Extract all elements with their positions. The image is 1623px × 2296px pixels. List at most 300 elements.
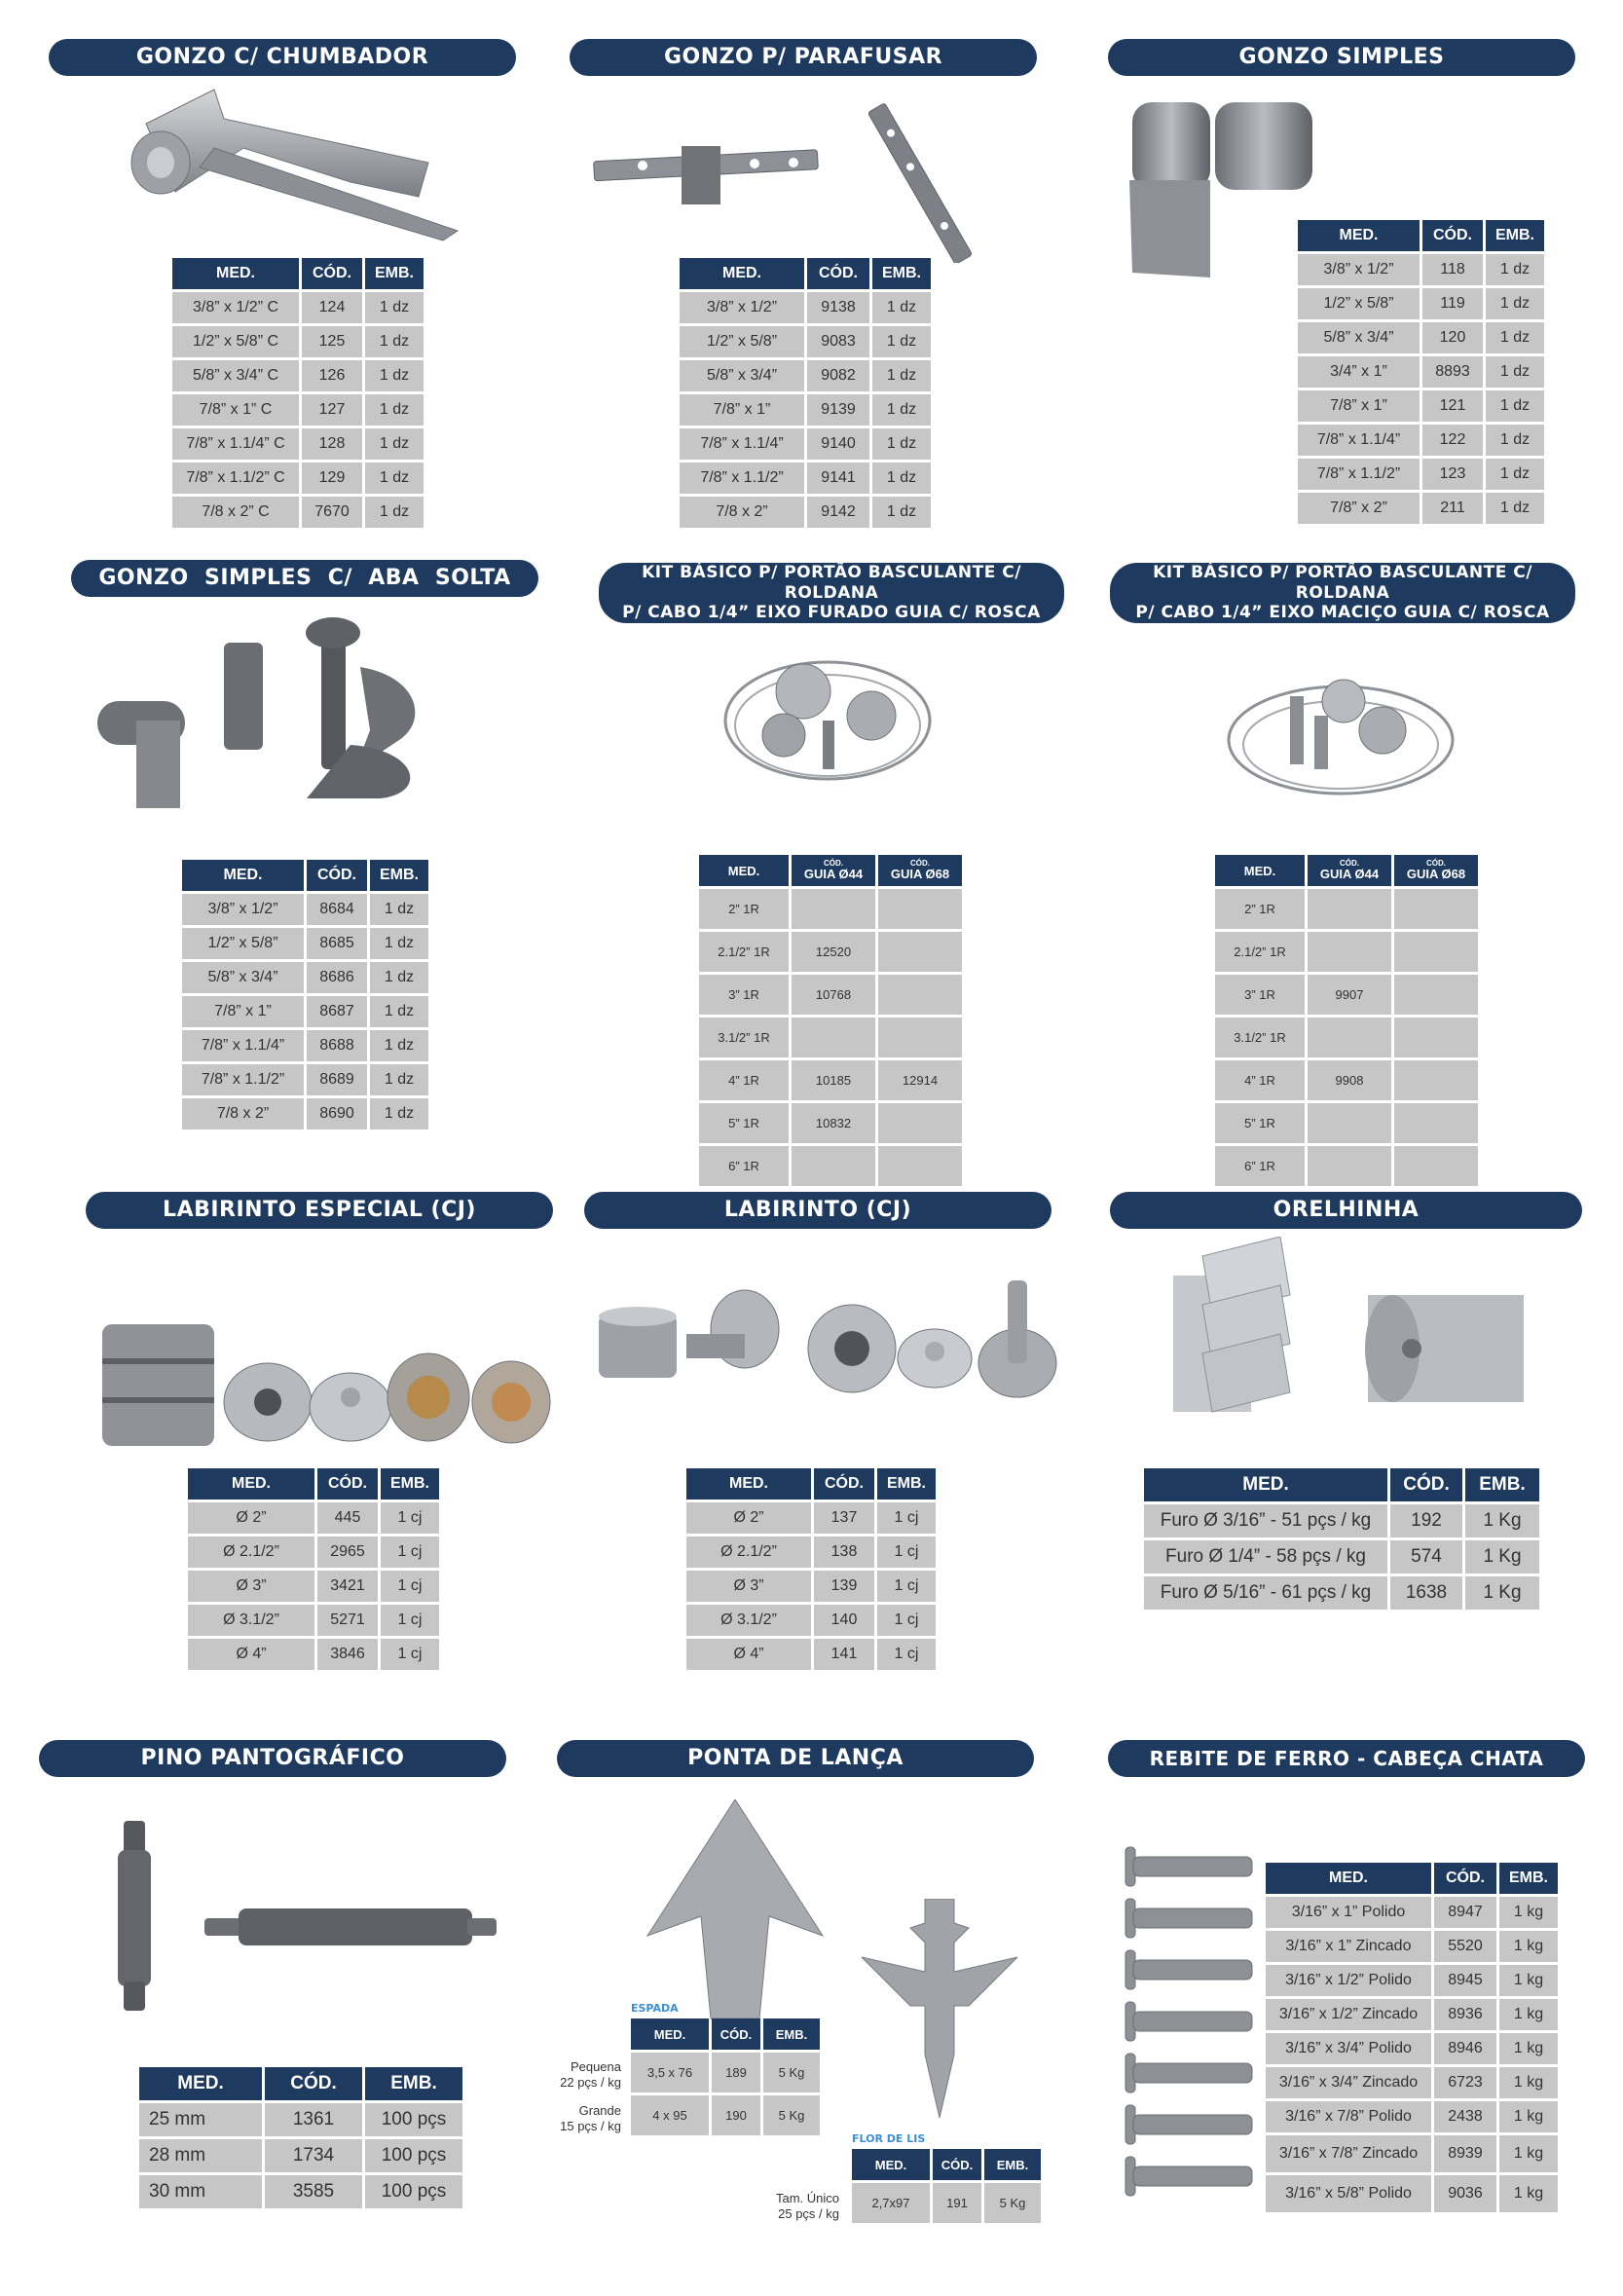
table-kit-macico — [1212, 852, 1481, 1189]
cell-med: 3/8” x 1/2” — [1298, 254, 1420, 285]
table-row — [1215, 1060, 1478, 1100]
title-rebite: REBITE DE FERRO - CABEÇA CHATA — [1108, 1740, 1585, 1777]
header-med: MED. — [1215, 855, 1305, 886]
cell-emb: 1 cj — [877, 1605, 936, 1636]
cell-cod: 8893 — [1422, 356, 1483, 388]
cell-med: Ø 2.1/2” — [188, 1537, 314, 1568]
cell-emb: 1 cj — [381, 1537, 439, 1568]
cell-med: 2.1/2” 1R — [699, 932, 789, 972]
table-gonzo-aba-solta — [179, 857, 431, 1132]
cell-emb: 5 Kg — [763, 2053, 820, 2092]
table-row — [680, 360, 931, 391]
cell-med: 1/2” x 5/8” — [1298, 288, 1420, 319]
header-guia-68-label: GUIA Ø68 — [1406, 867, 1466, 881]
cell-med: 2,7x97 — [852, 2183, 930, 2223]
cell-cod — [1308, 932, 1391, 972]
cell-med: 3/16” x 3/4” Polido — [1266, 2033, 1431, 2064]
cell-emb: 1 dz — [1486, 288, 1544, 319]
labirinto-especial-photo — [97, 1319, 555, 1456]
table-row — [1266, 1965, 1558, 1996]
cell-cod: 126 — [302, 360, 362, 391]
table-row — [188, 1571, 439, 1602]
cell-med: 3.1/2” 1R — [699, 1018, 789, 1057]
cell-cod — [878, 932, 962, 972]
kit-macico-photo — [1222, 662, 1460, 808]
header-guia-68-label: GUIA Ø68 — [890, 867, 950, 881]
header-cod: CÓD. — [317, 1468, 378, 1500]
cell-med: Ø 3.1/2” — [188, 1605, 314, 1636]
header-cod-sup: CÓD. — [1426, 859, 1446, 868]
table-row — [182, 996, 428, 1027]
cell-med: 2” 1R — [699, 889, 789, 929]
cell-cod — [1394, 1146, 1478, 1186]
cell-med: 5/8” x 3/4” C — [172, 360, 299, 391]
table-row — [188, 1502, 439, 1534]
cell-emb: 1 dz — [872, 497, 931, 528]
table-gonzo-simples — [1295, 217, 1547, 527]
table-row — [686, 1605, 936, 1636]
row-label-line2: 15 pçs / kg — [560, 2119, 621, 2133]
table-row — [631, 2095, 820, 2135]
header-emb: EMB. — [763, 2018, 820, 2050]
table-row — [1266, 1999, 1558, 2030]
table-row — [699, 1146, 962, 1186]
cell-cod: 140 — [814, 1605, 874, 1636]
cell-med: 7/8” x 1.1/4” C — [172, 428, 299, 460]
cell-cod — [1308, 1018, 1391, 1057]
cell-med: 3/16” x 1” Polido — [1266, 1897, 1431, 1928]
cell-emb: 1 cj — [877, 1537, 936, 1568]
header-med: MED. — [172, 258, 299, 289]
cell-cod: 9142 — [807, 497, 869, 528]
table-row — [172, 292, 424, 323]
header-med: MED. — [188, 1468, 314, 1500]
table-pino — [136, 2064, 465, 2211]
espada-row-label-grande — [534, 2103, 621, 2134]
table-row — [1144, 1576, 1539, 1610]
title-gonzo-parafusar: GONZO P/ PARAFUSAR — [570, 39, 1037, 76]
title-pino-pantografico: PINO PANTOGRÁFICO — [39, 1740, 506, 1777]
table-row — [139, 2103, 462, 2136]
table-row — [182, 962, 428, 993]
header-med: MED. — [680, 258, 804, 289]
cell-cod: 127 — [302, 394, 362, 426]
cell-med: Ø 3” — [686, 1571, 811, 1602]
table-row — [1266, 2175, 1558, 2212]
table-row — [1298, 356, 1544, 388]
cell-med: 7/8” x 1.1/2” C — [172, 463, 299, 494]
title-gonzo-simples: GONZO SIMPLES — [1108, 39, 1575, 76]
cell-cod — [1308, 1146, 1391, 1186]
table-row — [1266, 2033, 1558, 2064]
header-emb: EMB. — [1486, 220, 1544, 251]
table-row — [139, 2175, 462, 2208]
header-med: MED. — [1298, 220, 1420, 251]
cell-cod: 9138 — [807, 292, 869, 323]
table-row — [680, 394, 931, 426]
gonzo-parafusar-photo — [584, 88, 1003, 263]
header-med: MED. — [686, 1468, 811, 1500]
table-row — [680, 497, 931, 528]
cell-cod: 123 — [1422, 459, 1483, 490]
header-med: MED. — [699, 855, 789, 886]
header-guia-68 — [1394, 855, 1478, 886]
header-cod: CÓD. — [712, 2018, 760, 2050]
cell-med: 3” 1R — [1215, 975, 1305, 1015]
cell-emb: 1 Kg — [1465, 1504, 1539, 1537]
cell-cod: 120 — [1422, 322, 1483, 353]
cell-med: 3/16” x 1/2” Zincado — [1266, 1999, 1431, 2030]
title-kit-furado-line2: P/ CABO 1/4” EIXO FURADO GUIA C/ ROSCA — [622, 603, 1041, 623]
table-row — [699, 932, 962, 972]
header-emb: EMB. — [877, 1468, 936, 1500]
cell-emb: 1 dz — [872, 394, 931, 426]
cell-cod: 124 — [302, 292, 362, 323]
cell-cod: 2438 — [1434, 2101, 1496, 2132]
row-label-line2: 22 pçs / kg — [560, 2075, 621, 2090]
cell-emb: 1 dz — [370, 1030, 428, 1061]
table-row — [1298, 425, 1544, 456]
table-row — [182, 1064, 428, 1095]
cell-cod: 1734 — [265, 2139, 362, 2172]
table-row — [182, 1030, 428, 1061]
cell-emb: 1 kg — [1499, 2135, 1558, 2172]
cell-emb: 1 dz — [370, 894, 428, 925]
title-gonzo-aba-solta: GONZO SIMPLES C/ ABA SOLTA — [71, 560, 538, 597]
cell-med: 3/16” x 7/8” Zincado — [1266, 2135, 1431, 2172]
table-row — [699, 975, 962, 1015]
cell-med: 3/16” x 1” Zincado — [1266, 1931, 1431, 1962]
cell-cod — [1394, 889, 1478, 929]
cell-med: 7/8” x 1” C — [172, 394, 299, 426]
orelhinha-photo — [1163, 1237, 1533, 1446]
title-labirinto: LABIRINTO (CJ) — [584, 1192, 1051, 1229]
cell-med: 25 mm — [139, 2103, 262, 2136]
cell-med: 7/8 x 2” — [182, 1098, 304, 1129]
table-row — [1298, 390, 1544, 422]
table-row — [188, 1537, 439, 1568]
cell-emb: 1 dz — [365, 326, 424, 357]
header-guia-44-label: GUIA Ø44 — [1319, 867, 1380, 881]
table-row — [172, 394, 424, 426]
table-row — [1266, 2135, 1558, 2172]
table-row — [172, 360, 424, 391]
cell-cod — [1394, 1060, 1478, 1100]
cell-med: 3/8” x 1/2” — [182, 894, 304, 925]
labirinto-photo — [594, 1276, 1061, 1417]
cell-emb: 1 cj — [877, 1571, 936, 1602]
cell-cod — [878, 1103, 962, 1143]
table-row — [680, 463, 931, 494]
gonzo-aba-solta-photo — [88, 604, 516, 847]
table-row — [680, 326, 931, 357]
cell-emb: 1 dz — [365, 394, 424, 426]
cell-med: 5/8” x 3/4” — [1298, 322, 1420, 353]
cell-emb: 1 dz — [370, 1064, 428, 1095]
header-cod: CÓD. — [1434, 1863, 1496, 1894]
cell-emb: 1 dz — [1486, 254, 1544, 285]
cell-cod: 3846 — [317, 1639, 378, 1670]
table-kit-furado — [696, 852, 965, 1189]
header-cod: CÓD. — [307, 860, 367, 891]
header-emb: EMB. — [370, 860, 428, 891]
table-row — [1266, 1897, 1558, 1928]
cell-cod: 211 — [1422, 493, 1483, 524]
table-row — [1215, 1146, 1478, 1186]
cell-med: 3/16” x 3/4” Zincado — [1266, 2067, 1431, 2098]
table-row — [188, 1639, 439, 1670]
cell-cod: 8936 — [1434, 1999, 1496, 2030]
cell-emb: 1 dz — [370, 996, 428, 1027]
cell-cod: 8689 — [307, 1064, 367, 1095]
cell-emb: 1 kg — [1499, 1931, 1558, 1962]
cell-med: 5” 1R — [699, 1103, 789, 1143]
cell-emb: 1 cj — [381, 1571, 439, 1602]
cell-cod: 8690 — [307, 1098, 367, 1129]
cell-emb: 1 dz — [872, 428, 931, 460]
cell-cod: 9139 — [807, 394, 869, 426]
cell-cod: 5271 — [317, 1605, 378, 1636]
cell-cod — [1308, 1103, 1391, 1143]
table-row — [172, 428, 424, 460]
header-cod: CÓD. — [807, 258, 869, 289]
cell-emb: 5 Kg — [763, 2095, 820, 2135]
cell-med: Ø 3.1/2” — [686, 1605, 811, 1636]
cell-cod — [792, 889, 875, 929]
cell-cod: 9082 — [807, 360, 869, 391]
cell-med: 5/8” x 3/4” — [182, 962, 304, 993]
cell-cod: 2965 — [317, 1537, 378, 1568]
cell-med: 7/8” x 1” — [680, 394, 804, 426]
header-med: MED. — [139, 2067, 262, 2100]
header-guia-44 — [1308, 855, 1391, 886]
table-row — [1298, 288, 1544, 319]
table-row — [686, 1571, 936, 1602]
header-emb: EMB. — [872, 258, 931, 289]
cell-emb: 1 dz — [365, 428, 424, 460]
cell-cod: 9908 — [1308, 1060, 1391, 1100]
row-label-line1: Pequena — [570, 2059, 621, 2074]
cell-med: Ø 3” — [188, 1571, 314, 1602]
table-row — [686, 1537, 936, 1568]
cell-emb: 1 dz — [365, 497, 424, 528]
cell-med: 7/8” x 2” — [1298, 493, 1420, 524]
cell-med: Ø 4” — [188, 1639, 314, 1670]
table-row — [172, 463, 424, 494]
cell-cod: 1638 — [1390, 1576, 1462, 1610]
cell-cod: 7670 — [302, 497, 362, 528]
title-orelhinha: ORELHINHA — [1110, 1192, 1582, 1229]
cell-emb: 1 dz — [872, 463, 931, 494]
row-label-line1: Grande — [578, 2103, 621, 2118]
cell-cod: 129 — [302, 463, 362, 494]
cell-med: 4 x 95 — [631, 2095, 709, 2135]
cell-cod: 9141 — [807, 463, 869, 494]
title-kit-furado-line1: KIT BÁSICO P/ PORTÃO BASCULANTE C/ ROLDANA — [642, 563, 1021, 603]
table-row — [631, 2053, 820, 2092]
cell-cod: 10185 — [792, 1060, 875, 1100]
title-kit-furado — [599, 563, 1064, 623]
cell-emb: 1 kg — [1499, 1965, 1558, 1996]
cell-cod: 12914 — [878, 1060, 962, 1100]
cell-emb: 1 kg — [1499, 1999, 1558, 2030]
cell-cod — [1394, 975, 1478, 1015]
cell-cod: 8684 — [307, 894, 367, 925]
cell-med: 7/8” x 1.1/4” — [680, 428, 804, 460]
cell-cod: 8945 — [1434, 1965, 1496, 1996]
header-cod-sup: CÓD. — [824, 859, 843, 868]
cell-cod — [878, 889, 962, 929]
cell-emb: 1 kg — [1499, 1897, 1558, 1928]
cell-med: 1/2” x 5/8” — [182, 928, 304, 959]
cell-cod: 9083 — [807, 326, 869, 357]
row-label-line2: 25 pçs / kg — [778, 2206, 839, 2221]
cell-emb: 1 kg — [1499, 2067, 1558, 2098]
espada-label: ESPADA — [631, 2002, 679, 2015]
cell-cod: 1361 — [265, 2103, 362, 2136]
header-emb: EMB. — [984, 2149, 1041, 2180]
cell-cod — [792, 1018, 875, 1057]
header-cod-sup: CÓD. — [910, 859, 930, 868]
cell-cod: 139 — [814, 1571, 874, 1602]
cell-cod: 189 — [712, 2053, 760, 2092]
table-row — [699, 1103, 962, 1143]
header-med: MED. — [631, 2018, 709, 2050]
cell-cod: 9907 — [1308, 975, 1391, 1015]
cell-med: 7/8” x 1.1/2” — [680, 463, 804, 494]
cell-med: 3,5 x 76 — [631, 2053, 709, 2092]
cell-med: 3/8” x 1/2” — [680, 292, 804, 323]
cell-cod — [1394, 932, 1478, 972]
cell-cod: 3585 — [265, 2175, 362, 2208]
cell-cod: 190 — [712, 2095, 760, 2135]
cell-cod: 119 — [1422, 288, 1483, 319]
cell-emb: 100 pçs — [365, 2139, 462, 2172]
title-kit-macico-line2: P/ CABO 1/4” EIXO MACIÇO GUIA C/ ROSCA — [1135, 603, 1550, 623]
cell-emb: 1 dz — [370, 962, 428, 993]
table-row — [139, 2139, 462, 2172]
header-med: MED. — [182, 860, 304, 891]
cell-emb: 1 dz — [365, 360, 424, 391]
table-row — [1266, 2101, 1558, 2132]
cell-cod: 8688 — [307, 1030, 367, 1061]
table-row — [686, 1502, 936, 1534]
title-labirinto-especial: LABIRINTO ESPECIAL (CJ) — [86, 1192, 553, 1229]
cell-cod: 125 — [302, 326, 362, 357]
table-row — [1144, 1504, 1539, 1537]
cell-med: Ø 4” — [686, 1639, 811, 1670]
cell-cod: 9036 — [1434, 2175, 1496, 2212]
cell-med: 7/8” x 1.1/4” — [182, 1030, 304, 1061]
cell-emb: 1 cj — [381, 1639, 439, 1670]
cell-cod: 8939 — [1434, 2135, 1496, 2172]
cell-med: 7/8” x 1” — [1298, 390, 1420, 422]
cell-cod: 574 — [1390, 1540, 1462, 1574]
cell-med: Ø 2” — [686, 1502, 811, 1534]
cell-med: 28 mm — [139, 2139, 262, 2172]
cell-emb: 1 dz — [872, 360, 931, 391]
cell-emb: 100 pçs — [365, 2103, 462, 2136]
cell-emb: 1 dz — [872, 326, 931, 357]
flor-row-label — [750, 2191, 839, 2222]
cell-emb: 1 dz — [1486, 390, 1544, 422]
cell-med: Furo Ø 1/4” - 58 pçs / kg — [1144, 1540, 1387, 1574]
title-ponta-lanca: PONTA DE LANÇA — [557, 1740, 1034, 1777]
cell-med: 7/8” x 1.1/4” — [1298, 425, 1420, 456]
cell-med: 3/4” x 1” — [1298, 356, 1420, 388]
header-cod: CÓD. — [814, 1468, 874, 1500]
cell-cod: 5520 — [1434, 1931, 1496, 1962]
cell-emb: 1 dz — [1486, 322, 1544, 353]
table-row — [852, 2183, 1041, 2223]
header-cod: CÓD. — [265, 2067, 362, 2100]
table-row — [1215, 889, 1478, 929]
cell-cod — [878, 1146, 962, 1186]
table-row — [188, 1605, 439, 1636]
table-row — [182, 928, 428, 959]
table-labirinto — [683, 1465, 939, 1673]
cell-emb: 1 dz — [872, 292, 931, 323]
cell-cod: 141 — [814, 1639, 874, 1670]
cell-med: 1/2” x 5/8” — [680, 326, 804, 357]
table-espada — [628, 2016, 823, 2138]
header-med: MED. — [1144, 1468, 1387, 1501]
cell-cod: 192 — [1390, 1504, 1462, 1537]
table-row — [1215, 932, 1478, 972]
cell-med: 4” 1R — [699, 1060, 789, 1100]
header-cod: CÓD. — [933, 2149, 981, 2180]
table-rebite — [1263, 1860, 1561, 2215]
cell-emb: 1 cj — [381, 1502, 439, 1534]
table-row — [1215, 1018, 1478, 1057]
cell-cod: 8687 — [307, 996, 367, 1027]
table-row — [1298, 459, 1544, 490]
header-emb: EMB. — [381, 1468, 439, 1500]
cell-cod: 137 — [814, 1502, 874, 1534]
cell-med: 6” 1R — [699, 1146, 789, 1186]
cell-emb: 1 dz — [370, 928, 428, 959]
gonzo-chumbador-photo — [107, 80, 477, 245]
ponta-flor-de-lis-photo — [862, 1899, 1017, 2123]
header-cod: CÓD. — [302, 258, 362, 289]
cell-med: 6” 1R — [1215, 1146, 1305, 1186]
kit-furado-photo — [716, 643, 940, 798]
cell-cod: 9140 — [807, 428, 869, 460]
cell-cod: 6723 — [1434, 2067, 1496, 2098]
cell-cod: 8946 — [1434, 2033, 1496, 2064]
table-row — [182, 894, 428, 925]
cell-med: 7/8” x 1.1/2” — [182, 1064, 304, 1095]
cell-emb: 1 Kg — [1465, 1576, 1539, 1610]
cell-cod: 191 — [933, 2183, 981, 2223]
cell-med: 3/16” x 7/8” Polido — [1266, 2101, 1431, 2132]
table-row — [699, 1018, 962, 1057]
table-flor-de-lis — [849, 2146, 1044, 2226]
header-guia-44-label: GUIA Ø44 — [803, 867, 864, 881]
cell-med: 7/8 x 2” C — [172, 497, 299, 528]
cell-cod: 122 — [1422, 425, 1483, 456]
cell-med: Furo Ø 5/16” - 61 pçs / kg — [1144, 1576, 1387, 1610]
cell-emb: 1 dz — [365, 463, 424, 494]
cell-cod: 10832 — [792, 1103, 875, 1143]
table-row — [1298, 254, 1544, 285]
cell-cod — [1394, 1103, 1478, 1143]
title-gonzo-chumbador: GONZO C/ CHUMBADOR — [49, 39, 516, 76]
header-guia-44 — [792, 855, 875, 886]
cell-cod: 8686 — [307, 962, 367, 993]
cell-cod: 445 — [317, 1502, 378, 1534]
cell-emb: 1 dz — [365, 292, 424, 323]
